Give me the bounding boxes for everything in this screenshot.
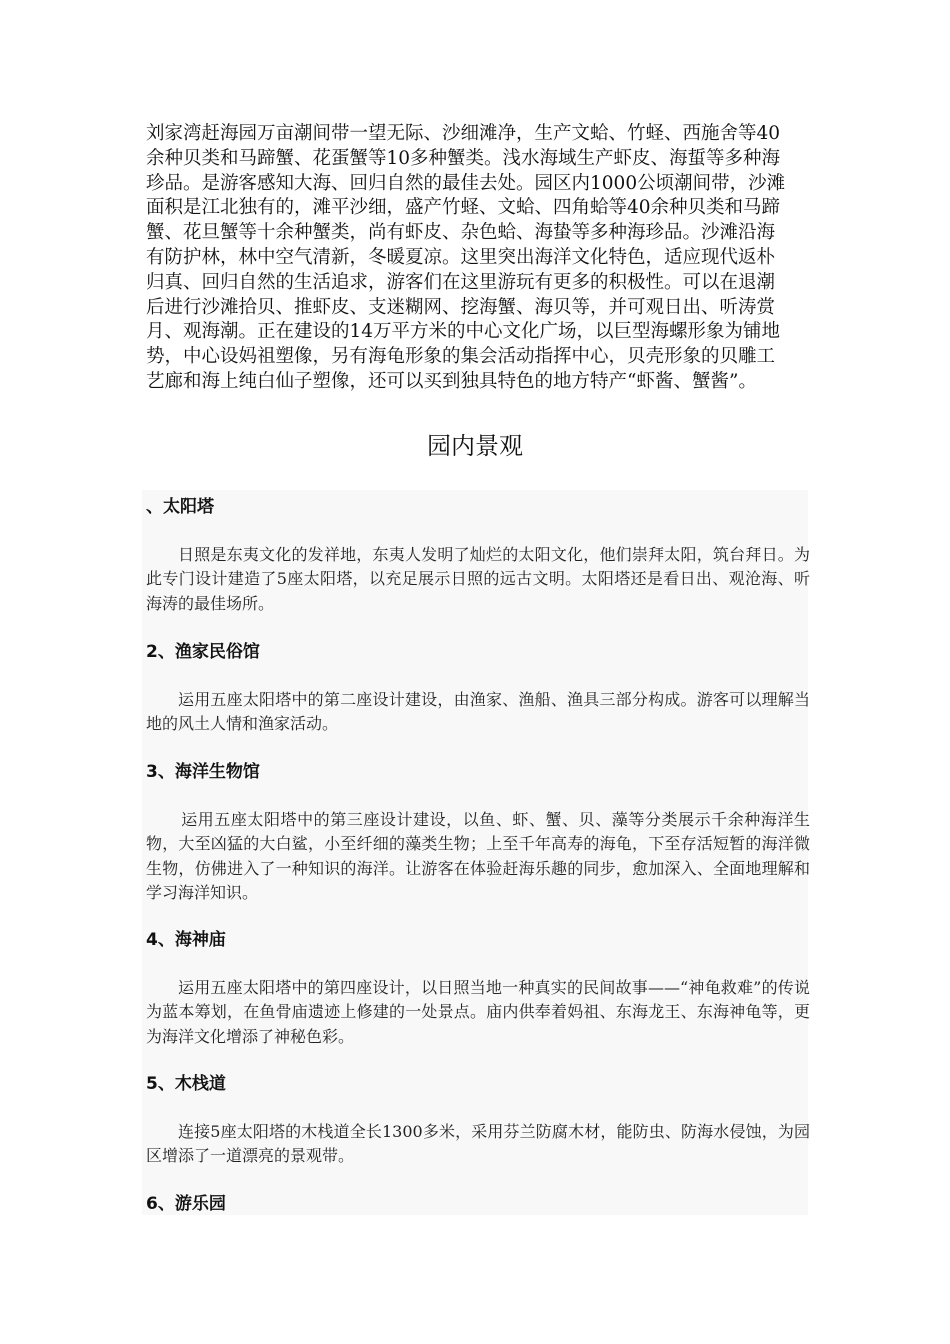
intro-line: 归真、回归自然的生活追求，游客们在这里游玩有更多的积极性。可以在退潮 bbox=[146, 271, 776, 293]
intro-line: 面积是江北独有的，滩平沙细，盛产竹蛏、文蛤、四角蛤等40余种贝类和马蹄 bbox=[146, 197, 781, 219]
item-body: 日照是东夷文化的发祥地，东夷人发明了灿烂的太阳文化，他们崇拜太阳，筑台拜日。为此专门设计建造了5座太阳塔，以充足展示日照的远古文明。太阳塔还是看日出、观沧海、听海涛的最佳场所。 bbox=[146, 545, 810, 613]
item-title: 3、海洋生物馆 bbox=[146, 762, 260, 782]
intro-line: 有防护林，林中空气清新，冬暖夏凉。这里突出海洋文化特色，适应现代返朴 bbox=[146, 246, 776, 268]
intro-line: 艺廊和海上纯白仙子塑像，还可以买到独具特色的地方特产“虾酱、蟹酱”。 bbox=[146, 370, 757, 392]
scenery-item-folk-museum bbox=[146, 640, 810, 737]
item-body: 运用五座太阳塔中的第四座设计，以日照当地一种真实的民间故事——“神龟救难”的传说为蓝本筹划，在鱼骨庙遗迹上修建的一处景点。庙内供奉着妈祖、东海龙王、东海神龟等，更为海洋文化增添了神秘色彩。 bbox=[146, 978, 810, 1046]
item-title: 2、渔家民俗馆 bbox=[146, 642, 260, 662]
intro-paragraph bbox=[146, 122, 810, 395]
section-title: 园内景观 bbox=[427, 432, 523, 460]
item-title: 4、海神庙 bbox=[146, 930, 226, 950]
intro-line: 月、观海潮。正在建设的14万平方米的中心文化广场，以巨型海螺形象为铺地 bbox=[146, 321, 781, 343]
item-title: 、太阳塔 bbox=[146, 497, 214, 517]
scenery-item-amusement-park bbox=[146, 1192, 810, 1216]
item-body: 运用五座太阳塔中的第三座设计建设，以鱼、虾、蟹、贝、藻等分类展示千余种海洋生物，大至凶猛的大白鲨，小至纤细的藻类生物；上至千年高寿的海龟，下至存活短暂的海洋微生物，仿佛进入了一种知识的海洋。让游客在体验赶海乐趣的同步，愈加深入、全面地理解和学习海洋知识。 bbox=[146, 810, 810, 902]
intro-line: 珍品。是游客感知大海、回归自然的最佳去处。园区内1000公顷潮间带，沙滩 bbox=[146, 172, 786, 194]
scenery-item-sea-god-temple bbox=[146, 928, 810, 1049]
scenery-item-sun-tower bbox=[146, 495, 810, 616]
item-body: 连接5座太阳塔的木栈道全长1300多米，采用芬兰防腐木材，能防虫、防海水侵蚀，为园区增添了一道漂亮的景观带。 bbox=[146, 1122, 810, 1166]
item-body: 运用五座太阳塔中的第二座设计建设，由渔家、渔船、渔具三部分构成。游客可以理解当地的风土人情和渔家活动。 bbox=[146, 690, 810, 734]
intro-line: 刘家湾赶海园万亩潮间带一望无际、沙细滩净，生产文蛤、竹蛏、西施舍等40 bbox=[146, 123, 781, 144]
item-title: 5、木栈道 bbox=[146, 1074, 226, 1094]
scenery-item-boardwalk bbox=[146, 1072, 810, 1169]
intro-line: 余种贝类和马蹄蟹、花蛋蟹等10多种蟹类。浅水海域生产虾皮、海蜇等多种海 bbox=[146, 147, 781, 169]
intro-line: 蟹、花旦蟹等十余种蟹类，尚有虾皮、杂色蛤、海蛰等多种海珍品。沙滩沿海 bbox=[146, 222, 776, 244]
scenery-item-marine-museum bbox=[146, 760, 810, 905]
intro-line: 后进行沙滩拾贝、推虾皮、支迷糊网、挖海蟹、海贝等，并可观日出、听涛赏 bbox=[146, 296, 776, 318]
intro-line: 势，中心设妈祖塑像，另有海龟形象的集会活动指挥中心，贝壳形象的贝雕工 bbox=[146, 346, 776, 368]
item-title: 6、游乐园 bbox=[146, 1194, 226, 1214]
